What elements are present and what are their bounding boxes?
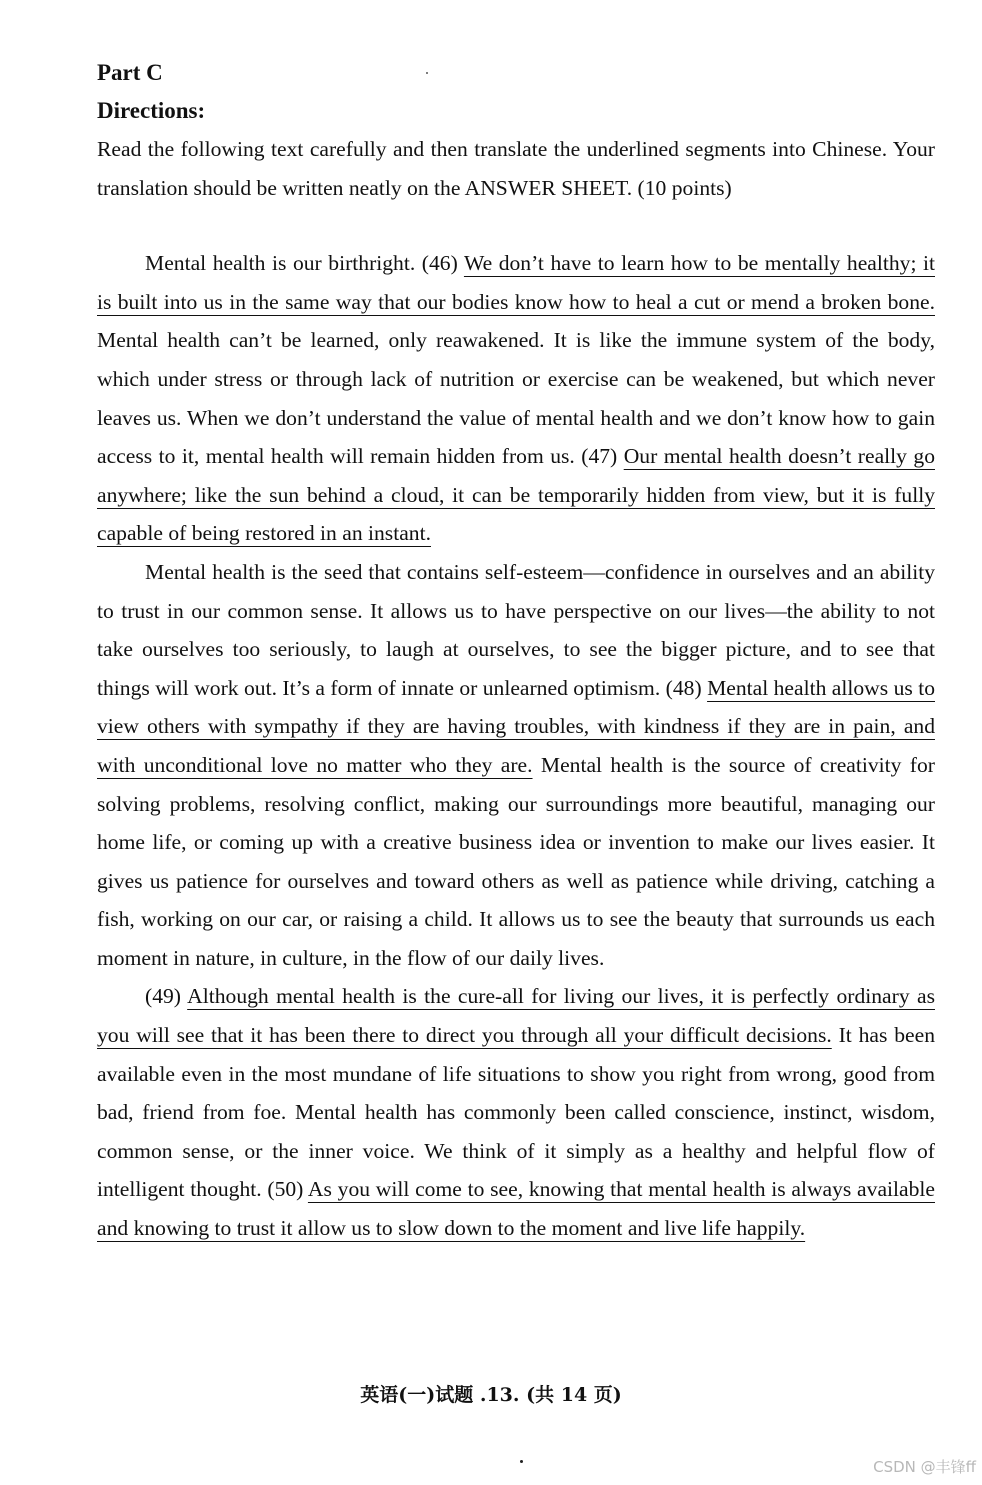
page-footer: 英语(一)试题 .13. (共 14 页): [360, 1384, 622, 1406]
scan-speck-bottom: [520, 1460, 523, 1463]
p2-text-b: Mental health is the source of creativity for solving problems, resolving conflict, making our surroundings more beautiful, managing our home life, or coming up with a creative business idea or invention to make our lives easier. It gives us patience for ourselves and toward others as well as patience while driving, catching a fish, working on our car, or raising a child. It allows us to see the beauty that surrounds us each moment in nature, in culture, in the flow of our daily lives.: [97, 752, 935, 970]
exam-page: [97, 54, 935, 1248]
part-title: Part C: [97, 60, 163, 85]
p3-text-a: (49): [145, 984, 188, 1009]
p1-text-b: Mental health can’t be learned, only reawakened. It is like the immune system of the body, which under stress or through lack of nutrition or exercise can be weakened, but which never leaves us. When we don’t understand the value of mental health and we don’t know how to gain access to it, mental health will remain hidden from us. (47): [97, 328, 935, 469]
passage-paragraph-3: [97, 977, 935, 1247]
passage-paragraph-2: [97, 553, 935, 978]
p3-text-b: It has been available even in the most mundane of life situations to show you right from wrong, good from bad, friend from foe. Mental health has commonly been called conscience, instinct, wisdom, common sense, or the inner voice. We think of it simply as a healthy and helpful flow of intelligent thought. (50): [97, 1023, 935, 1202]
p1-text-a: Mental health is our birthright. (46): [145, 251, 464, 276]
watermark: CSDN @丰锋ff: [873, 1458, 976, 1476]
directions-text: Read the following text carefully and then translate the underlined segments into Chinese. Your translation should be written neatly on the ANSWER SHEET. (10 points): [97, 137, 935, 200]
underlined-segment-47: Our mental health doesn’t really go anywhere; like the sun behind a cloud, it can be temporarily hidden from view, but it is fully capable of being restored in an instant.: [97, 444, 935, 546]
directions-label: Directions:: [97, 98, 206, 123]
underlined-segment-46: We don’t have to learn how to be mentally healthy; it is built into us in the same way that our bodies know how to heal a cut or mend a broken bone.: [97, 251, 935, 314]
underlined-segment-49: Although mental health is the cure-all for living our lives, it is perfectly ordinary as you will see that it has been there to direct you through all your difficult decisions.: [97, 984, 935, 1048]
p2-text-a: Mental health is the seed that contains self-esteem—confidence in ourselves and an ability to trust in our common sense. It allows us to have perspective on our lives—the ability to not take ourselves too seriously, to laugh at ourselves, to see the bigger picture, and to see that things will work out. It’s a form of innate or unlearned optimism. (48): [97, 559, 935, 700]
underlined-segment-50: As you will come to see, knowing that mental health is always available and knowing to trust it allow us to slow down to the moment and live life happily.: [97, 1177, 935, 1241]
passage-paragraph-1: [97, 244, 935, 553]
underlined-segment-48: Mental health allows us to view others with sympathy if they are having troubles, with kindness if they are in pain, and with unconditional love no matter who they are.: [97, 675, 935, 777]
